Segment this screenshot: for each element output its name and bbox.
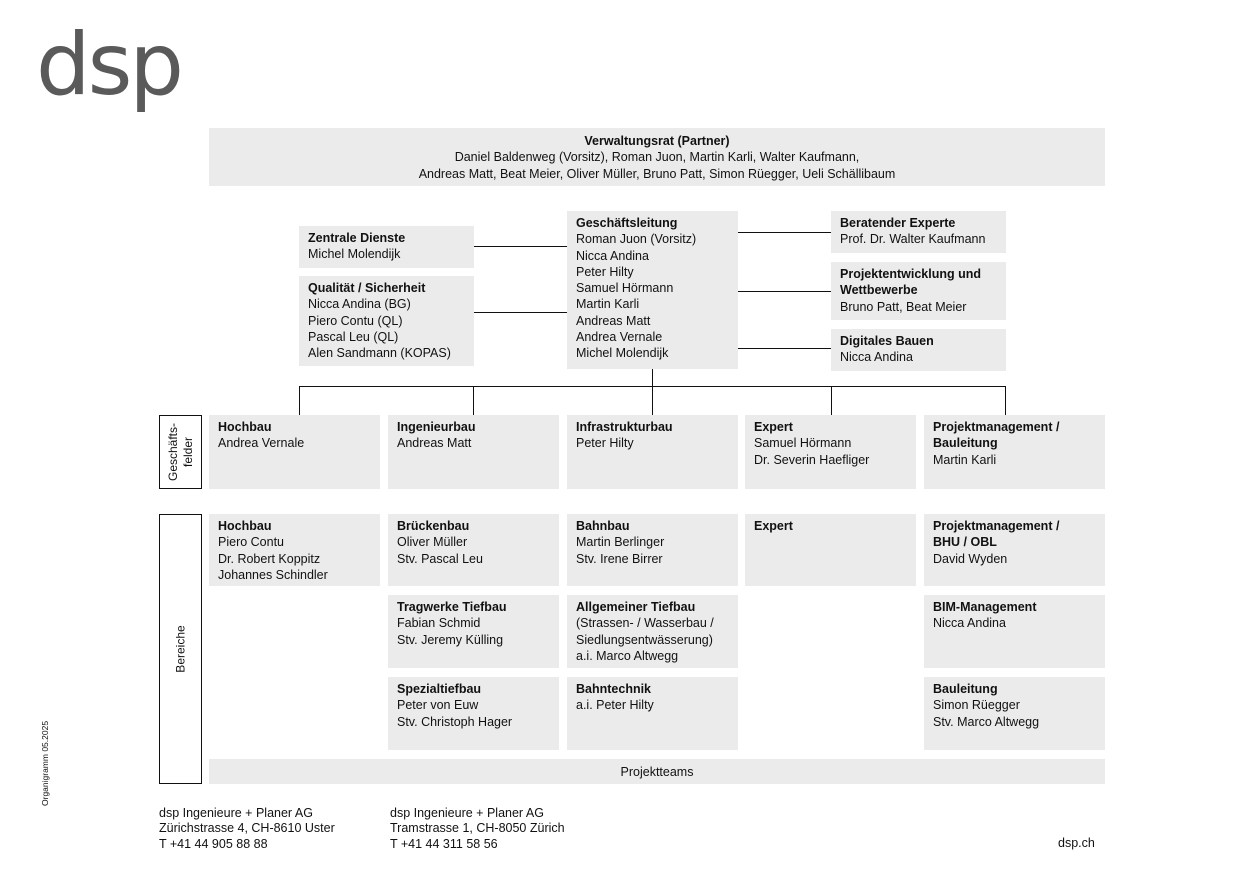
area-member: Dr. Robert Koppitz <box>218 551 321 566</box>
area-member: Nicca Andina <box>933 616 1006 631</box>
staff-member: Nicca Andina <box>840 350 913 365</box>
area-box <box>924 595 1105 668</box>
area-member: Piero Contu <box>218 535 285 550</box>
field-title: Ingenieurbau <box>397 420 476 434</box>
staff-title: Digitales Bauen <box>840 334 934 348</box>
area-box <box>567 677 738 750</box>
footer-address-uster <box>159 806 335 852</box>
management-member: Andrea Vernale <box>576 330 663 345</box>
management-member: Michel Molendijk <box>576 346 669 361</box>
label-geschaeftsfelder <box>159 415 202 489</box>
area-member: Stv. Marco Altwegg <box>933 714 1040 729</box>
management-member: Nicca Andina <box>576 248 649 263</box>
staff-member: Alen Sandmann (KOPAS) <box>308 346 451 361</box>
area-title: BIM-Management <box>933 600 1037 614</box>
area-member: Stv. Christoph Hager <box>397 714 513 729</box>
field-box <box>924 415 1105 489</box>
area-member: (Strassen- / Wasserbau / <box>576 616 714 631</box>
field-box <box>388 415 559 489</box>
area-title: Bahntechnik <box>576 682 652 696</box>
area-box <box>209 514 380 586</box>
label-bereiche <box>159 514 202 784</box>
footer-phone: T +41 44 905 88 88 <box>159 836 268 851</box>
area-box <box>745 514 916 586</box>
area-box <box>924 514 1105 586</box>
connector-line <box>1005 386 1006 415</box>
area-member: a.i. Peter Hilty <box>576 698 654 713</box>
area-title: Brückenbau <box>397 519 470 533</box>
board-line: Daniel Baldenweg (Vorsitz), Roman Juon, Martin Karli, Walter Kaufmann, <box>454 150 860 165</box>
footer-line: dsp Ingenieure + Planer AG <box>390 806 544 820</box>
staff-member: Prof. Dr. Walter Kaufmann <box>840 232 986 247</box>
field-member: Samuel Hörmann <box>754 436 852 451</box>
area-member: a.i. Marco Altwegg <box>576 648 679 663</box>
area-member: Simon Rüegger <box>933 698 1020 713</box>
board-title: Verwaltungsrat (Partner) <box>584 134 730 148</box>
label-geschaeftsfelder-text: Geschäfts- felder <box>165 422 195 482</box>
field-member: Andrea Vernale <box>218 436 305 451</box>
field-member: Martin Karli <box>933 452 997 467</box>
field-member: Dr. Severin Haefliger <box>754 452 870 467</box>
area-member: Stv. Irene Birrer <box>576 551 663 566</box>
connector-line <box>831 386 832 415</box>
staff-title: Projektentwicklung und Wettbewerbe <box>840 267 981 298</box>
management-box <box>567 211 738 369</box>
area-member: Martin Berlinger <box>576 535 665 550</box>
management-member: Peter Hilty <box>576 264 634 279</box>
projectteams-bar <box>209 759 1105 784</box>
management-member: Martin Karli <box>576 297 640 312</box>
staff-title: Beratender Experte <box>840 216 956 230</box>
footer-website-link[interactable]: dsp.ch <box>1058 836 1095 850</box>
connector-line <box>738 232 831 233</box>
staff-quality-safety <box>299 276 474 366</box>
area-member: Johannes Schindler <box>218 567 328 582</box>
projectteams-label: Projektteams <box>620 765 694 779</box>
area-member: Stv. Jeremy Külling <box>397 632 504 647</box>
management-member: Roman Juon (Vorsitz) <box>576 232 697 247</box>
field-title: Projektmanagement / Bauleitung <box>933 420 1060 451</box>
connector-line <box>738 348 831 349</box>
field-member: Peter Hilty <box>576 436 634 451</box>
board-line: Andreas Matt, Beat Meier, Oliver Müller, Bruno Patt, Simon Rüegger, Ueli Schällibaum <box>418 166 896 181</box>
field-box <box>745 415 916 489</box>
staff-advisory-expert <box>831 211 1006 253</box>
area-title: Allgemeiner Tiefbau <box>576 600 696 614</box>
field-title: Infrastrukturbau <box>576 420 673 434</box>
staff-central-services <box>299 226 474 268</box>
area-box <box>388 514 559 586</box>
label-bereiche-text: Bereiche <box>173 625 187 673</box>
staff-member: Pascal Leu (QL) <box>308 329 399 344</box>
area-member: Oliver Müller <box>397 535 468 550</box>
field-member: Andreas Matt <box>397 436 472 451</box>
management-member: Samuel Hörmann <box>576 281 674 296</box>
staff-member: Bruno Patt, Beat Meier <box>840 299 967 314</box>
connector-line <box>474 246 567 247</box>
footer-line: Zürichstrasse 4, CH-8610 Uster <box>159 821 335 836</box>
staff-digital-construction <box>831 329 1006 371</box>
staff-title: Zentrale Dienste <box>308 231 406 245</box>
footer-address-zuerich <box>390 806 565 852</box>
field-box <box>209 415 380 489</box>
area-box <box>388 677 559 750</box>
staff-title: Qualität / Sicherheit <box>308 281 426 295</box>
management-title: Geschäftsleitung <box>576 216 678 230</box>
area-member: Stv. Pascal Leu <box>397 551 483 566</box>
area-title: Bauleitung <box>933 682 998 696</box>
area-member: David Wyden <box>933 551 1008 566</box>
connector-line <box>738 291 831 292</box>
area-box <box>567 514 738 586</box>
area-title: Expert <box>754 519 793 533</box>
footer-phone: T +41 44 311 58 56 <box>390 836 498 851</box>
area-member: Peter von Euw <box>397 698 479 713</box>
area-title: Spezialtiefbau <box>397 682 482 696</box>
area-member: Siedlungsentwässerung) <box>576 632 713 647</box>
connector-line <box>299 386 300 415</box>
board-box <box>209 128 1105 186</box>
area-title: Projektmanagement / BHU / OBL <box>933 519 1060 550</box>
connector-line <box>473 386 474 415</box>
area-box <box>388 595 559 668</box>
staff-member: Nicca Andina (BG) <box>308 297 411 312</box>
field-title: Expert <box>754 420 793 434</box>
area-box <box>567 595 738 668</box>
staff-member: Piero Contu (QL) <box>308 313 403 328</box>
staff-member: Michel Molendijk <box>308 247 401 262</box>
connector-line <box>652 369 653 386</box>
footer-line: Tramstrasse 1, CH-8050 Zürich <box>390 821 565 836</box>
connector-line <box>474 312 567 313</box>
field-box <box>567 415 738 489</box>
organigram-date-note: Organigramm 05.2025 <box>40 720 50 806</box>
connector-line <box>652 386 653 415</box>
area-member: Fabian Schmid <box>397 616 481 631</box>
area-title: Hochbau <box>218 519 272 533</box>
area-title: Bahnbau <box>576 519 630 533</box>
footer-line: dsp Ingenieure + Planer AG <box>159 806 313 820</box>
staff-project-development <box>831 262 1006 320</box>
area-title: Tragwerke Tiefbau <box>397 600 507 614</box>
management-member: Andreas Matt <box>576 313 651 328</box>
area-box <box>924 677 1105 750</box>
dsp-logo: dsp <box>36 15 181 115</box>
field-title: Hochbau <box>218 420 272 434</box>
